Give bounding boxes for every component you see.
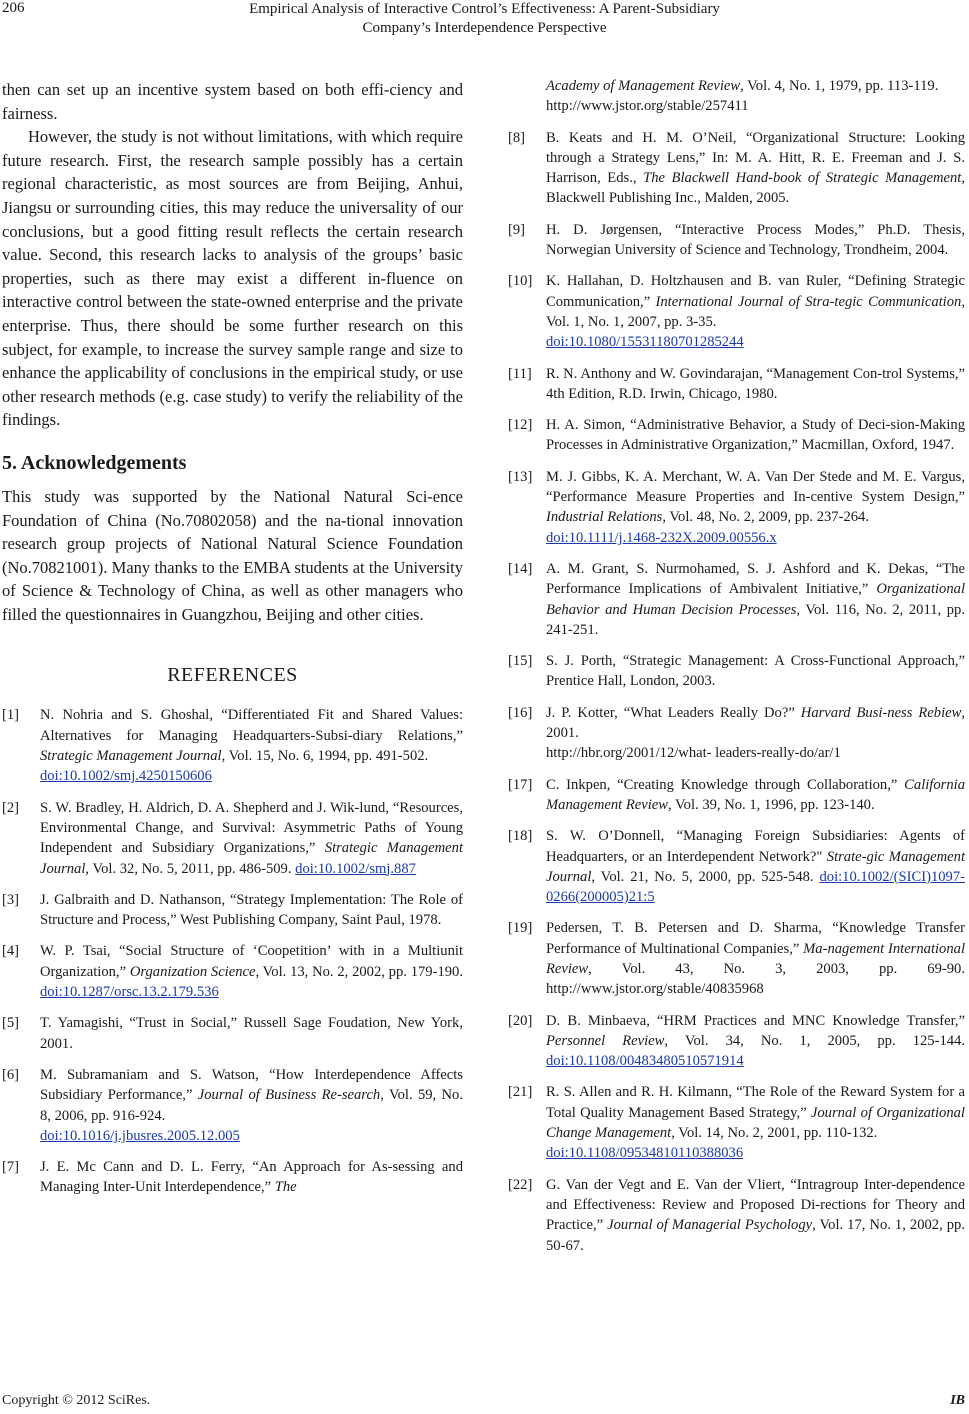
reference-text: J. E. Mc Cann and D. L. Ferry, “An Approach for As-sessing and Managing Inter-Unit Interdependence,” The <box>40 1159 463 1196</box>
doi-link[interactable]: doi:10.1002/smj.887 <box>295 860 416 877</box>
reference-text: T. Yamagishi, “Trust in Social,” Russell Sage Foudation, New York, 2001. <box>40 1015 463 1052</box>
reference-item <box>2 1065 463 1146</box>
reference-text: R. S. Allen and R. H. Kilmann, “The Role of the Reward System for a Total Quality Management Based Strategy,” Journal of Organizational Change Management, Vol. 14, No. 2, 2001, pp. 110-132. doi:10.1108/09534810110388036 <box>546 1082 965 1163</box>
reference-number: [19] <box>508 920 533 937</box>
doi-link[interactable]: doi:10.1002/smj.4250150606 <box>40 768 212 785</box>
reference-number: [7] <box>2 1159 20 1176</box>
doi-link[interactable]: doi:10.1287/orsc.13.2.179.536 <box>40 984 219 1001</box>
left-column <box>2 78 463 1209</box>
reference-text: J. Galbraith and D. Nathanson, “Strategy Implementation: The Role of Structure and Process,” West Publishing Company, Saint Paul, 1978. <box>40 891 463 929</box>
reference-item <box>508 1082 965 1163</box>
reference-item <box>2 1013 463 1054</box>
reference-item <box>2 798 463 879</box>
reference-item <box>508 220 965 261</box>
reference-number: [9] <box>508 221 526 238</box>
references-heading: REFERENCES <box>167 664 298 687</box>
reference-text: D. B. Minbaeva, “HRM Practices and MNC Knowledge Transfer,” Personnel Review, Vol. 34, No. 1, 2005, pp. 125-144. doi:10.1108/00483480510571914 <box>546 1012 965 1070</box>
reference-item <box>2 1157 463 1198</box>
reference-text: G. Van der Vegt and E. Van der Vliert, “Intragroup Inter-dependence and Effectiveness: Review and Proposed Di-rections for Theory and Practice,” Journal of Managerial Psychology, Vol. 17, No. 1, 2002, pp. 50-67. <box>546 1176 965 1254</box>
reference-item <box>508 703 965 764</box>
reference-number: [8] <box>508 129 526 146</box>
reference-item <box>508 364 965 405</box>
reference-item <box>508 775 965 816</box>
reference-number: [10] <box>508 273 533 290</box>
reference-text: S. J. Porth, “Strategic Management: A Cross-Functional Approach,” Prentice Hall, London, 2003. <box>546 653 965 690</box>
reference-number: [16] <box>508 704 533 721</box>
reference-text: S. W. Bradley, H. Aldrich, D. A. Shepherd and J. Wik-lund, “Resources, Environmental Change, and Survival: Asymmetric Paths of Young Independent and Subsidiary Organizations,” Strategic Management Journal, Vol. 32, No. 5, 2011, pp. 486-509. doi:10.1002/smj.887 <box>40 799 463 877</box>
reference-item <box>2 941 463 1002</box>
reference-number: [18] <box>508 828 533 845</box>
doi-link[interactable]: doi:10.1111/j.1468-232X.2009.00556.x <box>546 529 777 546</box>
running-title <box>0 0 969 38</box>
doi-link[interactable]: doi:10.1016/j.jbusres.2005.12.005 <box>40 1127 240 1144</box>
reference-text: R. N. Anthony and W. Govindarajan, “Management Con-trol Systems,” 4th Edition, R.D. Irwin, Chicago, 1980. <box>546 365 965 402</box>
reference-number: [21] <box>508 1084 533 1101</box>
reference-number: [14] <box>508 560 533 577</box>
reference-text: B. Keats and H. M. O’Neil, “Organizational Structure: Looking through a Strategy Lens,” In: M. A. Hitt, R. E. Freeman and J. S. Harrison, Eds., The Blackwell Hand-book of Strategic Management, Blackwell Publishing Inc., Malden, 2005. <box>546 129 965 207</box>
reference-text: N. Nohria and S. Ghoshal, “Differentiated Fit and Shared Values: Alternatives for Managing Headquarters-Subsi-diary Relations,” Strategic Management Journal, Vol. 15, No. 6, 1994, pp. 491-502. doi:10.1002/smj.4250150606 <box>40 705 463 786</box>
reference-number: [11] <box>508 365 532 382</box>
reference-text: M. Subramaniam and S. Watson, “How Interdependence Affects Subsidiary Performance,” Journal of Business Re-search, Vol. 59, No. 8, 2006, pp. 916-924. doi:10.1016/j.jbusres.2005.12.005 <box>40 1065 463 1146</box>
page-header <box>0 0 969 44</box>
reference-text: W. P. Tsai, “Social Structure of ‘Coopetition’ with in a Multiunit Organization,” Organization Science, Vol. 13, No. 2, 2002, pp. 179-190. doi:10.1287/orsc.13.2.179.536 <box>40 943 463 1001</box>
page-number: 206 <box>2 0 25 16</box>
reference-item <box>508 271 965 352</box>
body-paragraph: then can set up an incentive system based on both effi-ciency and fairness. <box>2 80 463 123</box>
reference-number: [17] <box>508 776 533 793</box>
limitations-paragraph: However, the study is not without limitations, with which require future research. First, the research sample possibly has a certain regional characteristic, as most sources are from Beijing, Anhui, Jiangsu or surrounding cities, this may reduce the universality of our conclusions, but a good fitting result reflects the certain research value. Second, this research lacks to analysis of the groups’ basic properties, such as there may exist a different in-fluence on interactive control between the state-owned enterprise and the private enterprise. Thus, there should be some further research on this subject, for example, to increase the survey sample range and size to enhance the applicability of conclusions in the empirical study, or use other research methods (e.g. case study) to verify the reliability of the findings. <box>2 127 463 430</box>
reference-number: [1] <box>2 707 20 724</box>
acknowledgements-heading: 5. Acknowledgements <box>2 451 187 474</box>
reference-text: M. J. Gibbs, K. A. Merchant, W. A. Van Der Stede and M. E. Vargus, “Performance Measure Properties and In-centive System Design,” Industrial Relations, Vol. 48, No. 2, 2009, pp. 237-264. doi:10.1111/j.1468-232X.2009.00556.x <box>546 467 965 548</box>
reference-item <box>508 918 965 999</box>
copyright-notice: Copyright © 2012 SciRes. <box>2 1393 151 1408</box>
doi-link[interactable]: doi:10.1080/15531180701285244 <box>546 334 744 351</box>
reference-item <box>508 415 965 456</box>
reference-item <box>2 705 463 786</box>
reference-number: [22] <box>508 1176 533 1193</box>
reference-url: http://hbr.org/2001/12/what- leaders-really-do/ar/1 <box>546 745 841 762</box>
reference-item <box>508 559 965 640</box>
reference-item <box>508 467 965 548</box>
reference-number: [5] <box>2 1015 20 1032</box>
doi-link[interactable]: doi:10.1108/09534810110388036 <box>546 1145 744 1162</box>
reference-continuation: Academy of Management Review, Vol. 4, No. 1, 1979, pp. 113-119. http://www.jstor.org/stable/257411 <box>546 78 939 115</box>
reference-number: [12] <box>508 417 533 434</box>
reference-text: H. A. Simon, “Administrative Behavior, a Study of Deci-sion-Making Processes in Administrative Organization,” Macmillan, Oxford, 1947. <box>546 417 965 454</box>
journal-abbreviation: IB <box>950 1393 965 1408</box>
doi-link[interactable]: doi:10.1002/(SICI)1097-0266(200005)21:5 <box>546 868 965 906</box>
running-title-line1: Empirical Analysis of Interactive Control’s Effectiveness: A Parent-Subsidiary <box>249 1 720 17</box>
doi-link[interactable]: doi:10.1108/00483480510571914 <box>546 1053 744 1070</box>
reference-text: S. W. O’Donnell, “Managing Foreign Subsidiaries: Agents of Headquarters, or an Interdependent Network?" Strate-gic Management Journal, Vol. 21, No. 5, 2000, pp. 525-548. doi:10.1002/(SICI)1097-0266(200005)21:5 <box>546 828 965 906</box>
reference-number: [4] <box>2 943 20 960</box>
reference-number: [3] <box>2 891 20 908</box>
reference-item <box>508 128 965 209</box>
reference-text: K. Hallahan, D. Holtzhausen and B. van Ruler, “Defining Strategic Communication,” International Journal of Stra-tegic Communication, Vol. 1, No. 1, 2007, pp. 3-35. doi:10.1080/15531180701285244 <box>546 271 965 352</box>
reference-item <box>508 826 965 907</box>
reference-number: [15] <box>508 653 533 670</box>
reference-text: H. D. Jørgensen, “Interactive Process Modes,” Ph.D. Thesis, Norwegian University of Science and Technology, Trondheim, 2004. <box>546 221 965 259</box>
reference-item <box>2 890 463 931</box>
page-footer <box>0 1393 969 1413</box>
reference-number: [13] <box>508 468 533 485</box>
reference-item <box>508 651 965 692</box>
reference-number: [20] <box>508 1012 533 1029</box>
right-column <box>508 76 965 1267</box>
reference-item <box>508 1175 965 1256</box>
reference-text: A. M. Grant, S. Nurmohamed, S. J. Ashford and K. Dekas, “The Performance Implications of Ambivalent Initiative,” Organizational Behavior and Human Decision Processes, Vol. 116, No. 2, 2011, pp. 241-251. <box>546 560 965 638</box>
reference-item <box>508 1011 965 1072</box>
reference-text: J. P. Kotter, “What Leaders Really Do?” Harvard Busi-ness Rebiew, 2001. http://hbr.org/2001/12/what- leaders-really-do/ar/1 <box>546 703 965 764</box>
acknowledgements-paragraph: This study was supported by the National Natural Sci-ence Foundation of China (No.70802058) and the na-tional innovation research group projects of National Natural Science Foundation (No.70821001). Many thanks to the EMBA students at the University of Science & Technology of China, as well as other managers who filled the questionnaires in Guangzhou, Beijing and other cities. <box>2 486 463 624</box>
running-title-line2: Company’s Interdependence Perspective <box>362 20 607 36</box>
reference-number: [2] <box>2 799 20 816</box>
reference-text: Pedersen, T. B. Petersen and D. Sharma, “Knowledge Transfer Performance of Multinational Companies,” Ma-nagement International Review, Vol. 43, No. 3, 2003, pp. 69-90. http://www.jstor.org/stable/40835968 <box>546 920 966 998</box>
reference-number: [6] <box>2 1066 20 1083</box>
reference-text: C. Inkpen, “Creating Knowledge through Collaboration,” California Management Review, Vol. 39, No. 1, 1996, pp. 123-140. <box>546 776 965 813</box>
